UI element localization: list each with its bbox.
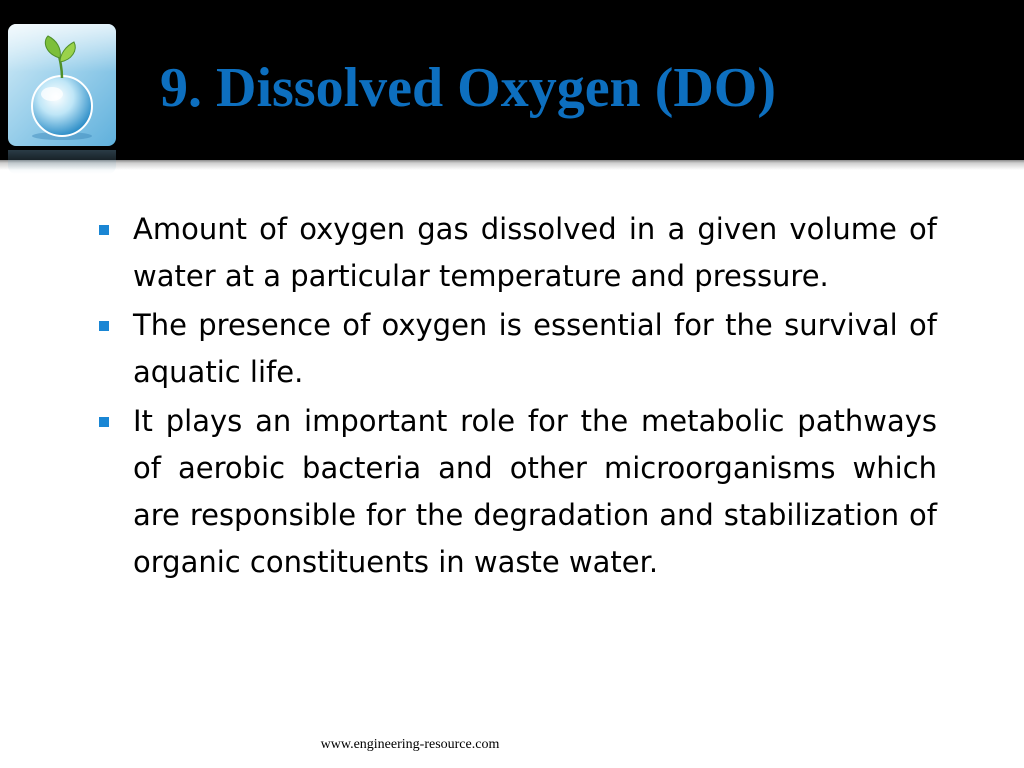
square-bullet-icon: [99, 417, 109, 427]
bullet-text: Amount of oxygen gas dissolved in a given volume of water at a particular temperature and pressure.: [133, 212, 937, 293]
logo-reflection: [8, 150, 116, 174]
bullet-item: [96, 302, 937, 396]
bullet-item: [96, 398, 937, 586]
bullet-item: [96, 206, 937, 300]
square-bullet-icon: [99, 321, 109, 331]
footer-url: www.engineering-resource.com: [320, 737, 500, 752]
square-bullet-icon: [99, 225, 109, 235]
slide-title: 9. Dissolved Oxygen (DO): [160, 57, 776, 119]
header-divider: [0, 160, 1024, 170]
bullet-text: It plays an important role for the metabolic pathways of aerobic bacteria and other microorganisms which are responsible for the degradation and stabilization of organic constituents in waste water.: [133, 404, 937, 579]
water-droplet-sprout-icon: [8, 24, 116, 146]
bullet-text: The presence of oxygen is essential for the survival of aquatic life.: [133, 308, 937, 389]
bullet-list: [96, 206, 937, 588]
